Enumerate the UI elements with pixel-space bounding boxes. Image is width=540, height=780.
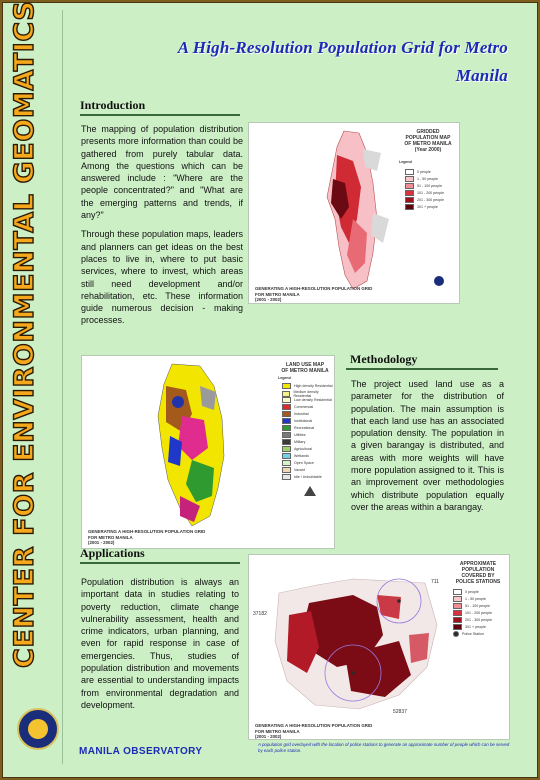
police-map-label-a: 711 [431,579,439,585]
poster-title-line2: Manila [455,66,508,85]
police-map-label-c: 52837 [393,709,407,715]
methodology-rule [346,368,498,370]
land-use-legend-item: Vacant [282,467,305,473]
land-use-legend-item: Commercial [282,404,313,410]
introduction-text [81,123,243,334]
police-legend-item: 0 people [453,589,479,595]
police-map-caption: GENERATING A HIGH-RESOLUTION POPULATION GRID FOR METRO MANILA (2001 - 2002) [255,723,373,739]
police-map-note: A population grid overlayed with the location of police stations to generate an approximate number of people which can be served by each police station. [258,742,510,753]
gridded-population-map [248,122,460,304]
land-use-legend-item: Industrial [282,411,309,417]
land-use-legend-item: Idle / Unbuildable [282,474,322,480]
land-use-legend-item: Medium density Residential [282,390,334,398]
land-use-map [81,355,335,549]
police-legend-item: 301 + people [453,624,486,630]
introduction-paragraph-2: Through these population maps, leaders and planners can get ideas on the best places to live in, where to put basic services, where to invest, which areas still need development and/or rehabilitation, etc. These information guide numerous decision - making processes. [81,229,243,326]
land-use-map-caption: GENERATING A HIGH-RESOLUTION POPULATION GRID FOR METRO MANILA (2001 - 2002) [88,529,206,545]
land-use-legend-item: Wetlands [282,453,309,459]
police-station-coverage-map [248,554,510,740]
vertical-title: CENTER FOR ENVIRONMENTAL GEOMATICS [9,0,40,668]
footer-organization: MANILA OBSERVATORY [79,746,203,757]
introduction-heading: Introduction [80,98,146,112]
land-use-legend-item: Open Space [282,460,314,466]
applications-heading: Applications [80,546,145,560]
gridded-map-title: GRIDDED POPULATION MAP OF METRO MANILA (Year 2000) [404,129,452,153]
police-legend-item: 51 - 100 people [453,603,490,609]
gridded-legend-item: 301 + people [405,204,438,210]
land-use-legend-item: Military [282,439,305,445]
land-use-legend-item: Utilities [282,432,306,438]
poster-main [68,10,526,766]
land-use-map-title: LAND USE MAP OF METRO MANILA [281,362,329,374]
introduction-paragraph-1: The mapping of population distribution presents more information than could be gathered from purely tabular data. Among the questions which can be answered include : "Where are the people concentrated?" and "What are the emerging patterns and trends, if any?" [81,124,243,221]
gridded-legend-item: 201 - 300 people [405,197,444,203]
land-use-legend-item: High density Residential [282,383,333,389]
applications-rule [80,562,240,564]
gridded-map-legend-label: Legend [399,160,412,164]
gridded-legend-item: 101 - 200 people [405,190,444,196]
land-use-legend-item: Institutional [282,418,312,424]
police-legend-item: 1 - 50 people [453,596,486,602]
land-use-legend-label: Legend [278,376,291,380]
police-legend-item: Police Station [453,631,484,637]
poster-title-line1: A High-Resolution Population Grid for Metro [177,38,508,57]
methodology-text: The project used land use as a parameter for the distribution of population. The main assumption is that each land use has an associated population density. The population in a given barangay is distributed, and areas with more weights will have more population assigned to it. This is an improvement over methodologies which distribute population equally over the areas within a barangay. [351,379,504,512]
gridded-map-caption: GENERATING A HIGH-RESOLUTION POPULATION GRID FOR METRO MANILA (2001 - 2002) [255,286,373,302]
introduction-rule [80,114,240,116]
land-use-legend-item: Low density Residential [282,397,332,403]
gridded-legend-item: 0 people [405,169,431,175]
observatory-seal-logo [17,708,59,750]
gridded-legend-item: 1 - 50 people [405,176,438,182]
gridded-legend-item: 51 - 100 people [405,183,442,189]
police-map-label-b: 37182 [253,611,267,617]
methodology-heading: Methodology [350,352,418,366]
land-use-legend-item: Agricultural [282,446,312,452]
applications-text: Population distribution is always an important data in studies relating to poverty reduction, climate change vulnerability assessment, health and crime indicators, urban planning, and even for rapid response in case of emergencies. Thus, studies of population distribution and movements are essential to understanding impacts from environmental degradation and development. [81,577,239,710]
land-use-legend-item: Recreational [282,425,314,431]
police-legend-item: 101 - 200 people [453,610,492,616]
police-legend-item: 201 - 300 people [453,617,492,623]
police-map-title: APPROXIMATE POPULATION COVERED BY POLICE STATIONS [455,561,501,585]
